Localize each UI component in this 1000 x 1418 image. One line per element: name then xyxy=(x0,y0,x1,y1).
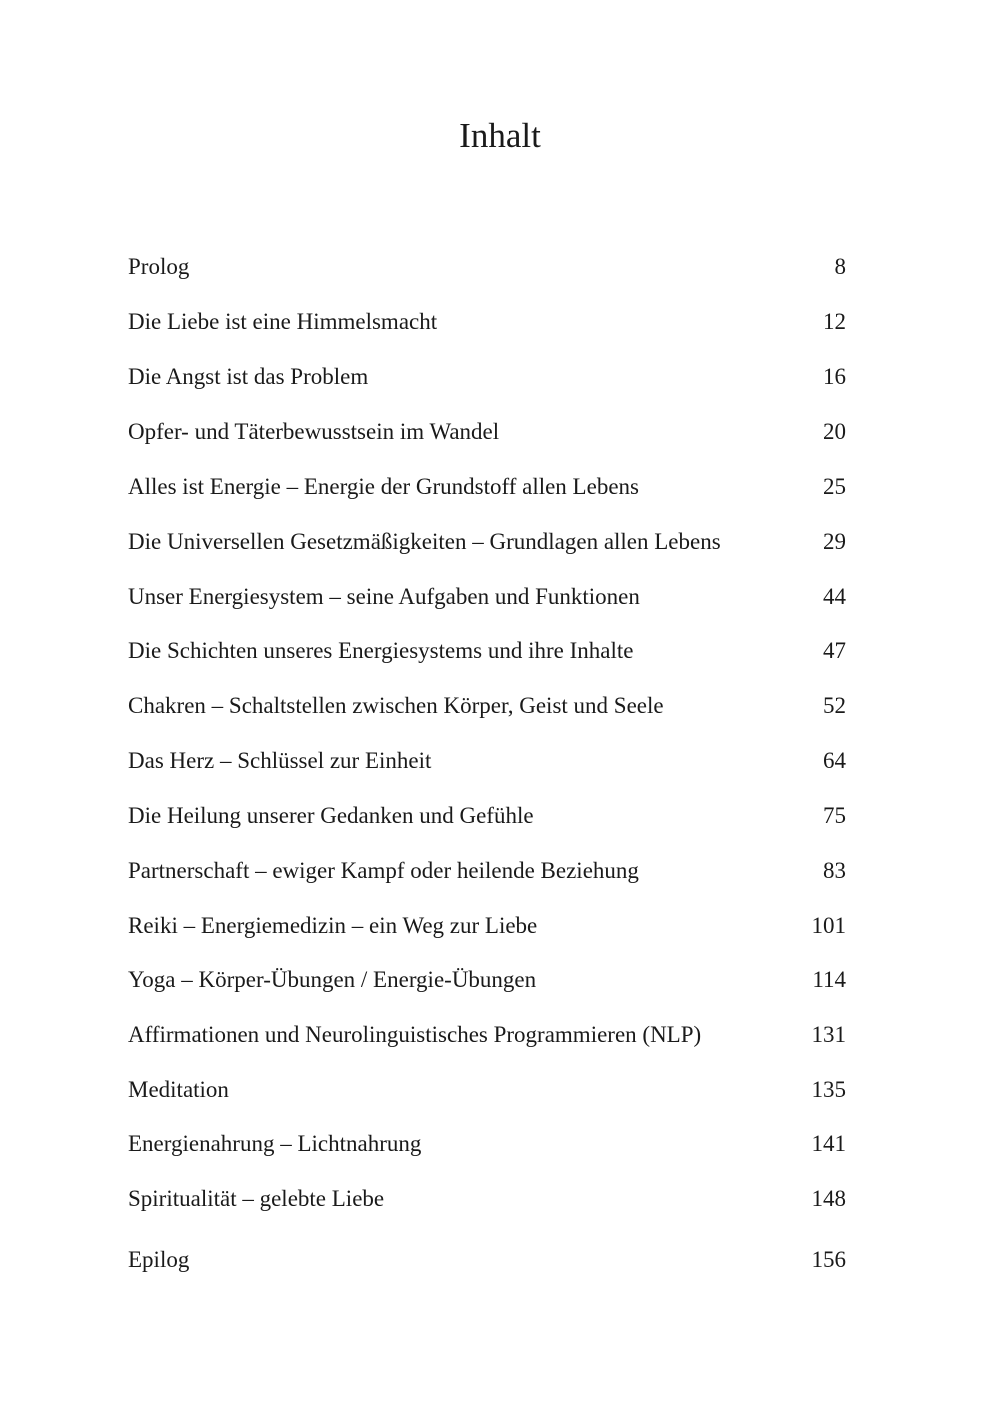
toc-entry xyxy=(128,854,846,888)
toc-entry-title: Prolog xyxy=(128,254,190,279)
toc-entry xyxy=(128,1182,846,1216)
toc-entry xyxy=(128,744,846,778)
toc-entry xyxy=(128,634,846,668)
toc-entry-page: 16 xyxy=(823,364,846,389)
toc-entry-page: 47 xyxy=(823,638,846,663)
toc-entry-title: Reiki – Energiemedizin – ein Weg zur Liebe xyxy=(128,913,538,938)
toc-entry-title: Die Liebe ist eine Himmelsmacht xyxy=(128,309,438,334)
toc-entry xyxy=(128,963,846,997)
toc-entry xyxy=(128,525,846,559)
page-title: Inhalt xyxy=(459,116,541,155)
toc-entry-title: Epilog xyxy=(128,1247,190,1272)
toc-entry-page: 131 xyxy=(811,1022,846,1047)
toc-entry-title: Meditation xyxy=(128,1077,229,1102)
toc-entry-page: 64 xyxy=(823,748,846,773)
toc-entry-title: Alles ist Energie – Energie der Grundstoff allen Lebens xyxy=(128,474,639,499)
toc-entry-title: Unser Energiesystem – seine Aufgaben und Funktionen xyxy=(128,584,640,609)
toc-entry-page: 141 xyxy=(811,1131,846,1156)
toc-entry xyxy=(128,470,846,504)
toc-entry-title: Die Heilung unserer Gedanken und Gefühle xyxy=(128,803,534,828)
toc-entry-title: Yoga – Körper-Übungen / Energie-Übungen xyxy=(128,967,537,992)
toc-entry xyxy=(128,689,846,723)
toc-entry-page: 44 xyxy=(823,584,846,609)
toc-entry-title: Affirmationen und Neurolinguistisches Programmieren (NLP) xyxy=(128,1022,702,1047)
toc-entry-page: 8 xyxy=(834,254,846,279)
toc-entry-title: Spiritualität – gelebte Liebe xyxy=(128,1186,385,1211)
toc-entry-page: 156 xyxy=(811,1247,846,1272)
toc-entry xyxy=(128,250,846,284)
toc-entry-title: Energienahrung – Lichtnahrung xyxy=(128,1131,422,1156)
toc-entry-title: Chakren – Schaltstellen zwischen Körper, Geist und Seele xyxy=(128,693,664,718)
toc-entry-page: 52 xyxy=(823,693,846,718)
toc-entry-page: 135 xyxy=(811,1077,846,1102)
toc-entry-page: 75 xyxy=(823,803,846,828)
toc-entry-title: Das Herz – Schlüssel zur Einheit xyxy=(128,748,432,773)
toc-entry-title: Opfer- und Täterbewusstsein im Wandel xyxy=(128,419,500,444)
toc-entry-page: 29 xyxy=(823,529,846,554)
toc-entry xyxy=(128,415,846,449)
toc-entry-title: Partnerschaft – ewiger Kampf oder heilende Beziehung xyxy=(128,858,639,883)
toc-entry xyxy=(128,305,846,339)
toc-entry-title: Die Schichten unseres Energiesystems und ihre Inhalte xyxy=(128,638,634,663)
toc-entry xyxy=(128,909,846,943)
toc-entry-page: 12 xyxy=(823,309,846,334)
toc-entry xyxy=(128,1243,846,1277)
toc-entry-page: 20 xyxy=(823,419,846,444)
toc-entry-page: 101 xyxy=(811,913,846,938)
toc-entry xyxy=(128,1127,846,1161)
toc-entry xyxy=(128,799,846,833)
table-of-contents xyxy=(128,0,846,1418)
toc-entry-page: 83 xyxy=(823,858,846,883)
toc-entry xyxy=(128,360,846,394)
toc-entry-title: Die Angst ist das Problem xyxy=(128,364,369,389)
toc-entry xyxy=(128,1073,846,1107)
toc-entry-page: 148 xyxy=(811,1186,846,1211)
toc-entry xyxy=(128,1018,846,1052)
toc-entry-page: 25 xyxy=(823,474,846,499)
toc-entry xyxy=(128,580,846,614)
toc-entry-title: Die Universellen Gesetzmäßigkeiten – Grundlagen allen Lebens xyxy=(128,529,721,554)
toc-entry-page: 114 xyxy=(812,967,846,992)
